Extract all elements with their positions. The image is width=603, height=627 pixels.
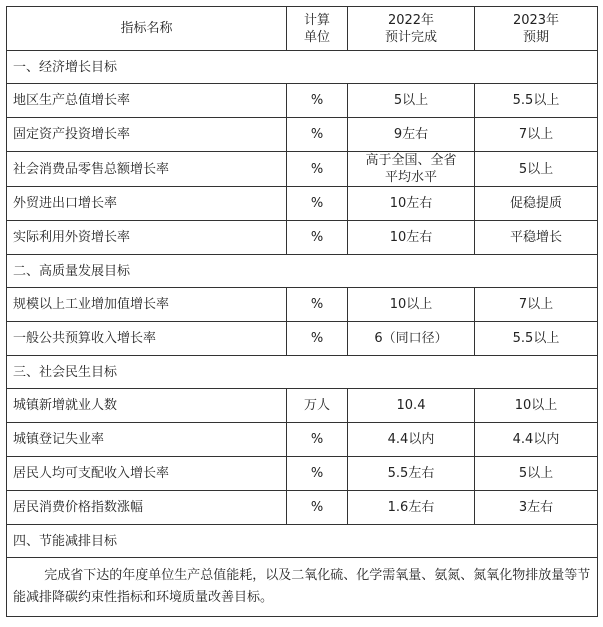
indicator-unit: % xyxy=(287,221,348,255)
header-2022-line2: 预计完成 xyxy=(384,29,437,45)
energy-note-text: 完成省下达的年度单位生产总值能耗，以及二氧化硫、化学需氧量、氨氮、氮氧化物排放量等节能减排降碳约束性指标和环境质量改善目标。 xyxy=(7,558,598,617)
value-2023: 5以上 xyxy=(475,152,598,187)
header-unit xyxy=(287,7,348,51)
section-title: 一、经济增长目标 xyxy=(7,51,598,84)
targets-table xyxy=(6,6,598,617)
value-2023: 促稳提质 xyxy=(475,187,598,221)
section-title: 四、节能减排目标 xyxy=(7,525,598,558)
energy-note-row xyxy=(7,558,598,617)
header-2023 xyxy=(475,7,598,51)
table-row xyxy=(7,187,598,221)
table-row xyxy=(7,118,598,152)
section-row xyxy=(7,525,598,558)
value-2022-line: 10左右 xyxy=(389,196,433,211)
indicator-unit: 万人 xyxy=(287,389,348,423)
value-2023: 平稳增长 xyxy=(475,221,598,255)
value-2022 xyxy=(348,288,475,322)
table-row xyxy=(7,423,598,457)
indicator-unit: % xyxy=(287,84,348,118)
value-2022 xyxy=(348,423,475,457)
indicator-name: 居民人均可支配收入增长率 xyxy=(7,457,287,491)
value-2023: 10以上 xyxy=(475,389,598,423)
table-row xyxy=(7,491,598,525)
value-2023: 3左右 xyxy=(475,491,598,525)
indicator-unit: % xyxy=(287,491,348,525)
value-2023: 5.5以上 xyxy=(475,84,598,118)
indicator-name: 地区生产总值增长率 xyxy=(7,84,287,118)
header-2023-line1: 2023年 xyxy=(512,12,560,28)
table-row xyxy=(7,389,598,423)
indicator-name: 实际利用外资增长率 xyxy=(7,221,287,255)
table-body xyxy=(7,51,598,558)
section-row xyxy=(7,255,598,288)
value-2022-line: 1.6左右 xyxy=(387,500,435,515)
header-2022-line1: 2022年 xyxy=(387,12,435,28)
indicator-unit: % xyxy=(287,423,348,457)
indicator-unit: % xyxy=(287,322,348,356)
indicator-name: 外贸进出口增长率 xyxy=(7,187,287,221)
indicator-unit: % xyxy=(287,457,348,491)
indicator-unit: % xyxy=(287,187,348,221)
value-2023: 4.4以内 xyxy=(475,423,598,457)
indicator-name: 城镇新增就业人数 xyxy=(7,389,287,423)
value-2022 xyxy=(348,389,475,423)
section-row xyxy=(7,356,598,389)
section-row xyxy=(7,51,598,84)
value-2022-line: 5.5左右 xyxy=(387,466,435,481)
table-row xyxy=(7,322,598,356)
table-row xyxy=(7,457,598,491)
value-2022-line: 10以上 xyxy=(389,297,433,312)
header-2022 xyxy=(348,7,475,51)
value-2022-line: 9左右 xyxy=(393,127,429,142)
value-2022 xyxy=(348,491,475,525)
indicator-name: 规模以上工业增加值增长率 xyxy=(7,288,287,322)
table-row xyxy=(7,152,598,187)
indicator-name: 城镇登记失业率 xyxy=(7,423,287,457)
value-2023: 7以上 xyxy=(475,288,598,322)
section-title: 二、高质量发展目标 xyxy=(7,255,598,288)
table-row xyxy=(7,221,598,255)
value-2022 xyxy=(348,457,475,491)
table-header-row xyxy=(7,7,598,51)
value-2022 xyxy=(348,152,475,187)
value-2022 xyxy=(348,84,475,118)
value-2023: 5.5以上 xyxy=(475,322,598,356)
value-2022-line: 10.4 xyxy=(396,398,426,413)
indicator-unit: % xyxy=(287,152,348,187)
indicator-unit: % xyxy=(287,118,348,152)
value-2022-line: 10左右 xyxy=(389,230,433,245)
value-2022-line: 平均水平 xyxy=(384,170,437,185)
value-2022 xyxy=(348,118,475,152)
value-2022 xyxy=(348,322,475,356)
value-2022-line: 6（同口径） xyxy=(374,331,448,346)
value-2022 xyxy=(348,221,475,255)
indicator-name: 社会消费品零售总额增长率 xyxy=(7,152,287,187)
header-unit-line1: 计算 xyxy=(303,12,330,28)
section-title: 三、社会民生目标 xyxy=(7,356,598,389)
value-2023: 7以上 xyxy=(475,118,598,152)
indicator-unit: % xyxy=(287,288,348,322)
table-row xyxy=(7,84,598,118)
header-indicator-name: 指标名称 xyxy=(7,7,287,51)
table-row xyxy=(7,288,598,322)
indicator-name: 居民消费价格指数涨幅 xyxy=(7,491,287,525)
indicator-name: 一般公共预算收入增长率 xyxy=(7,322,287,356)
header-unit-line2: 单位 xyxy=(303,29,330,45)
value-2022-line: 4.4以内 xyxy=(387,432,435,447)
value-2022 xyxy=(348,187,475,221)
value-2023: 5以上 xyxy=(475,457,598,491)
indicator-name: 固定资产投资增长率 xyxy=(7,118,287,152)
header-2023-line2: 预期 xyxy=(522,29,549,45)
value-2022-line: 高于全国、全省 xyxy=(365,153,457,168)
value-2022-line: 5以上 xyxy=(393,93,429,108)
